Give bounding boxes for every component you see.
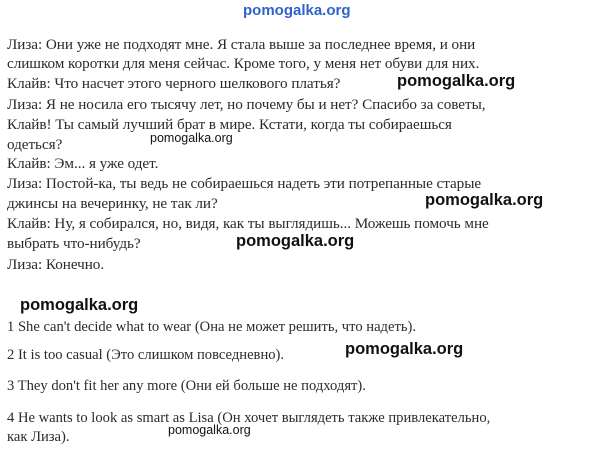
dialogue-line: Лиза: Конечно. xyxy=(7,256,105,273)
option-item: 1 She can't decide what to wear (Она не может решить, что надеть). xyxy=(7,319,417,335)
dialogue-line: Клайв: Ну, я собирался, но, видя, как ты выглядишь... Можешь помочь мне xyxy=(7,215,489,232)
watermark: pomogalka.org xyxy=(345,340,464,358)
dialogue-line: Клайв: Эм... я уже одет. xyxy=(7,155,159,172)
dialogue-line: выбрать что-нибудь? xyxy=(7,235,141,252)
watermark: pomogalka.org xyxy=(20,296,139,314)
watermark: pomogalka.org xyxy=(150,131,233,145)
dialogue-line: одеться? xyxy=(7,136,63,153)
dialogue-line: Лиза: Постой-ка, ты ведь не собираешься надеть эти потрепанные старые xyxy=(7,175,482,192)
option-item: 3 They don't fit her any more (Они ей больше не подходят). xyxy=(7,378,366,394)
option-item: как Лиза). xyxy=(7,429,70,445)
dialogue-line: Лиза: Я не носила его тысячу лет, но почему бы и нет? Спасибо за советы, xyxy=(7,96,486,113)
dialogue-line: Лиза: Они уже не подходят мне. Я стала выше за последнее время, и они xyxy=(7,36,476,53)
dialogue-line: джинсы на вечеринку, не так ли? xyxy=(7,195,218,212)
watermark: pomogalka.org xyxy=(397,72,516,90)
dialogue-line: Клайв: Что насчет этого черного шелкового платья? xyxy=(7,75,341,92)
dialogue-line: слишком коротки для меня сейчас. Кроме того, у меня нет обуви для них. xyxy=(7,55,480,72)
dialogue-line: Клайв! Ты самый лучший брат в мире. Кстати, когда ты собираешься xyxy=(7,116,452,133)
watermark: pomogalka.org xyxy=(425,191,544,209)
option-item: 4 He wants to look as smart as Lisa (Он хочет выглядеть также привлекательно, xyxy=(7,410,491,426)
option-item: 2 It is too casual (Это слишком повседневно). xyxy=(7,347,285,363)
watermark: pomogalka.org xyxy=(236,232,355,250)
watermark: pomogalka.org xyxy=(168,423,251,437)
site-watermark-top: pomogalka.org xyxy=(243,2,351,19)
